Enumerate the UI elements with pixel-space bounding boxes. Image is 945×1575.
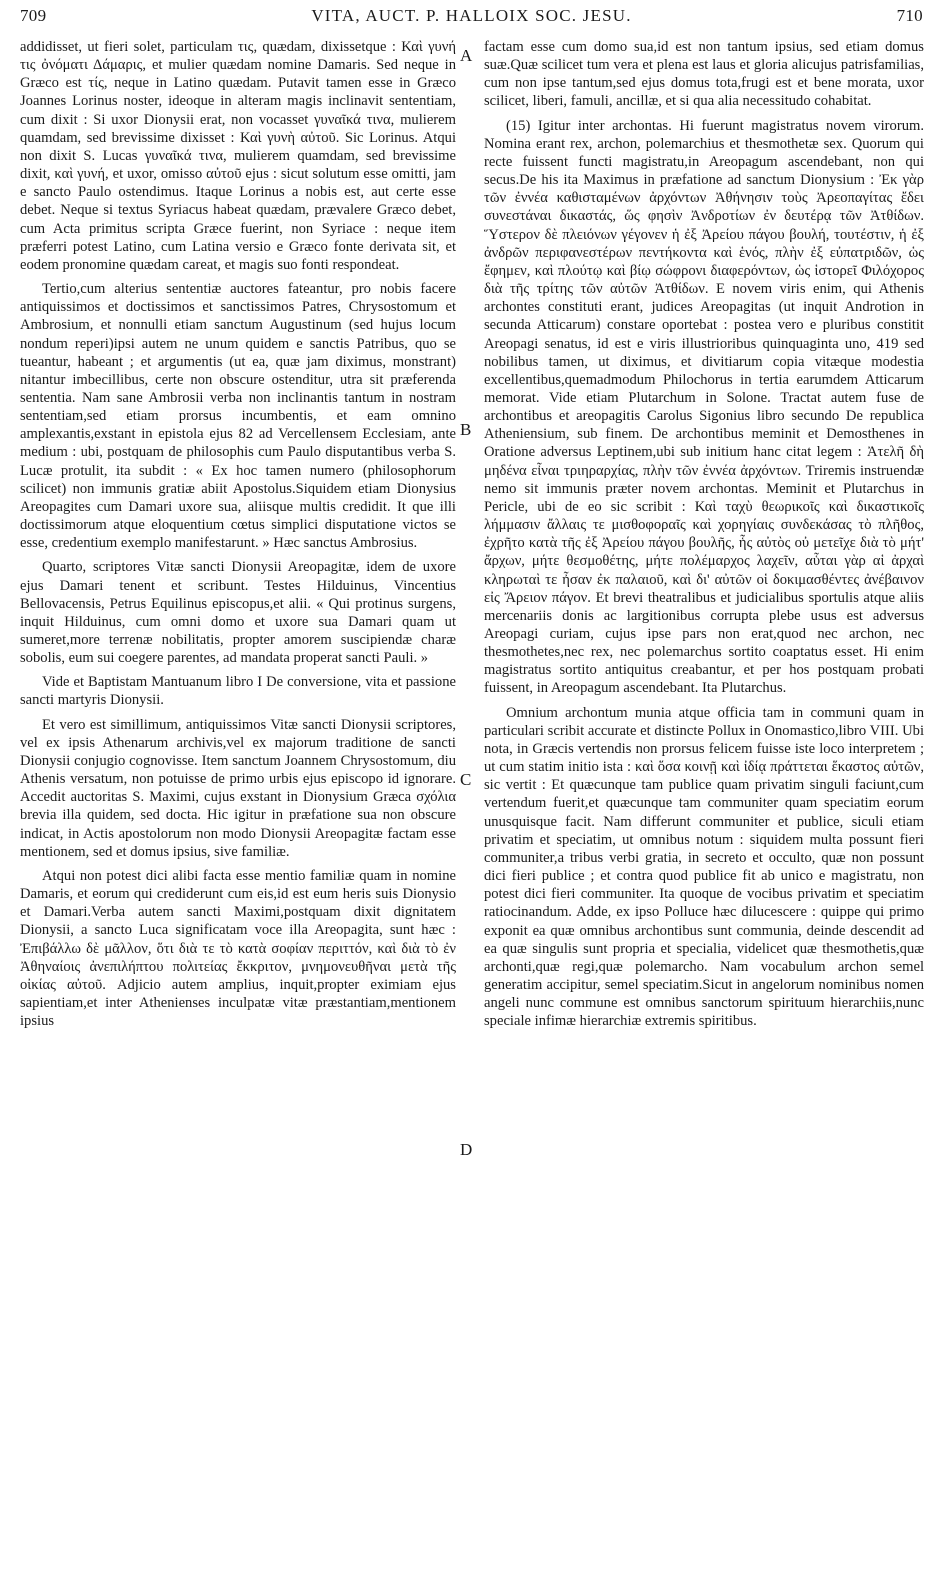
paragraph: factam esse cum domo sua,id est non tantum ipsius, sed etiam domus suæ.Quæ scilicet tum vera et plena est laus et gloria alicujus patrisfamilias, cum non ipse tantum,sed ejus domus tota,frugi est et bene morata, uxor scilicet, liberi, famuli, ancillæ, et si qua alia necessitudo cohabitat. xyxy=(484,39,924,110)
margin-marker-c: C xyxy=(460,770,472,789)
left-page-number: 709 xyxy=(20,6,47,25)
paragraph: Omnium archontum munia atque officia tam in communi quam in particulari scribit accurate et distincte Pollux in Onomastico,libro VIII. Ubi nota, in Græcis vertendis non prorsus felicem fuisse iste loco interpretem ; ut cum statim initio ista : καὶ ὅσα κοινῇ καὶ ἰδίᾳ πράττεται ἕκαστος αὐτῶν, sic vertit : Et quæcunque tam publice quam privatim singuli faciunt,cum vertendum fuerit,et quæcunque tam communiter quam speciatim eorum unusquisque facit. Nam differunt communiter et publice, siculi etiam privatim et speciatim, ut omnibus notum : siquidem multa possunt fieri communiter,a tribus verbi gratia, in secreto et occulto, quæ non possunt dici fieri publice ; et contra quod publice fit ab unico e magistratu, non potest dici fieri communiter. Ita quoque de vocibus privatim et speciatim ratiocinandum. Adde, ex ipso Polluce hæc dilucescere : quippe qui primo exponit ea quæ omnibus archontibus sunt communia, deinde descendit ad ea quæ singulis sunt propria et specialia, videlicet quæ thesmothetis,quæ archonti,quæ regi,quæ polemarcho. Nam vocabulum archon semel generatim accipitur, semel speciatim.Sicut in angelorum nominibus nomen angeli nunc commune est omnibus sanctorum spirituum hierarchiis,nunc speciale infimæ hierarchiæ extremis spiritibus. xyxy=(484,704,924,1030)
right-column xyxy=(484,38,924,1030)
paragraph: Et vero est simillimum, antiquissimos Vitæ sancti Dionysii scriptores, vel ex ipsis Athenarum archivis,vel ex majorum traditione de sancti Dionysii conjugio cognovisse. Item sanctum Joannem Chrysostomum, diu Athenis versatum, non potuisse de primo urbis ejus episcopo id ignorare. Accedit auctoritas S. Maximi, cujus exstant in Dionysium Græca σχόλια brevia illa quidem, sed docta. Hic igitur in præfatione sua non obscure indicat, in Actis apostolorum non modo Dionysii Areopagitæ factam esse mentionem, sed et domus ipsius, sive familiæ. xyxy=(20,716,456,860)
margin-marker-b: B xyxy=(460,420,472,439)
left-column xyxy=(20,38,456,1030)
paragraph: (15) Igitur inter archontas. Hi fuerunt magistratus novem virorum. Nomina erant rex, archon, polemarchius et thesmothetæ sex. Quorum qui recte fuissent functi magistratu,in Areopagum ascendebant, non qui secus.De his ita Maximus in præfatione ad sanctum Dionysium : Ἐκ γὰρ τῶν ἐννέα καθισταμένων ἀρχόντων Ἀθήνησιν τοὺς Ἀρεοπαγίτας ἔδει συνεστάναι δικαστάς, ὥς φησὶν Ἀνδροτίων ἐν δευτέρᾳ τῶν Ἀτθίδων. Ὕστερον δὲ πλειόνων γέγονεν ἡ ἐξ Ἀρείου πάγου βουλή, τουτέστιν, ἡ ἐξ ἀνδρῶν περιφανεστέρων πεντήκοντα καὶ ἑνός, πλὴν ἐξ εὐπατριδῶν, ὡς ἔφημεν, καὶ πλούτῳ καὶ βίῳ σώφρονι διαφερόντων, ὡς ἱστορεῖ Φιλόχορος διὰ τῆς τρίτης τῶν αὐτῶν Ἀτθίδων. E novem viris enim, qui Athenis archontes constituti erant, judices Areopagitas (ut inquit Androtion in secunda Atticarum) constare oportebat : postea vero e pluribus constitit Areopagi senatus, id est e viris illustrioribus quinquaginta uno, 419 sed nobilibus tamen, ut diximus, et divitiarum copia vitæque modestia excellentibus,quemadmodum Philochorus in tertia earumdem Atticarum memorat. Vide etiam Plutarchum in Solone. Tractat autem fuse de archontibus et areopagitis Carolus Sigonius libro secundo De republica Atheniensium, sub finem. De archontibus meminit et Demosthenes in Oratione adversus Leptinem,ubi sub initium hanc citat legem : Ἀτελῆ δὴ μηδένα εἶναι τριηραρχίας, πλὴν τῶν ἐννέα ἀρχόντων. Triremis instruendæ nemo sit immunis præter novem archontas. Meminit et Plutarchus in Pericle, ubi de eo sic scribit : Καὶ ταχὺ θεωρικοῖς καὶ δικαστικοῖς λήμμασιν ἄλλαις τε μισθοφοραῖς καὶ χορηγίαις συνδεκάσας τὸ πλῆθος, ἐχρῆτο κατὰ τῆς ἐξ Ἀρείου πάγου βουλῆς, ἧς αὐτὸς οὐ μετεῖχε διὰ τὸ μήτ' ἄρχων, μήτε θεσμοθέτης, μήτε πολέμαρχος λαχεῖν, αὗται γὰρ αἱ ἀρχαὶ κληρωταὶ τε ἦσαν ἐκ παλαιοῦ, καὶ δι' αὐτῶν οἱ δοκιμασθέντες ἀνέβαινον εἰς Ἄρειον πάγον. Et brevi theatralibus et judicialibus sportulis atque aliis mercenariis donis ac largitionibus corrupta plebe usus est adversus Areopagi curiam, cujus ipse pars non erat,quod nec archon, nec thesmothetes,nec rex, nec polemarchus sortito coaptatus esset. Hi enim magistratus sortito antiquitus creabantur, et per hos postquam probati fuissent, in Areopagum ascendebant. Ita Plutarchus. xyxy=(484,117,924,697)
paragraph: Atqui non potest dici alibi facta esse mentio familiæ quam in nomine Damaris, et eorum qui crediderunt cum eis,id est eum heris suis Dionysio et Damari.Verba autem sancti Maximi,postquam dixit dignitatem Dionysii, a sancto Luca significatam voce illa Areopagita, sunt hæc : Ἐπιβάλλω δὲ μᾶλλον, ὅτι διὰ τε τὸ κατὰ σοφίαν περιττόν, καὶ διὰ τὸ ἐν Ἀθηναίοις ἀνεπιλήπτου πολιτείας ἔκκριτον, μνημονευθῆναι μετὰ τῆς οἰκίας αὐτοῦ. Adjicio autem amplius, inquit,propter eximiam ejus sapientiam,et inter Athenienses inculpatæ vitæ præstantiam,mentionem ipsius xyxy=(20,867,456,1030)
paragraph: addidisset, ut fieri solet, particulam τις, quædam, dixissetque : Καὶ γυνή τις ὀνόματι Δάμαρις, et mulier quædam nomine Damaris. Sed neque in Græco est τίς, neque in Latino quædam. Putavit tamen esse in Græco Joannes Lorinus noster, ideoque in alteram magis inclinavit sententiam, cum dixit : Si uxor Dionysii erat, non vocasset γυναῖκά τινα, mulierem quamdam, sed brevissime dixisset : Καὶ γυνὴ αὐτοῦ. Sic Lorinus. Atqui non dixit S. Lucas γυναῖκά τινα, mulierem quamdam, sed brevissime dixit, καὶ γυνή, et uxor, omisso αὐτοῦ ejus : sicut solutum esse omitti, jam e sancto Paulo ostendimus. Itaque Lorinus a nobis est, aut certe esse debet. Neque si textus Syriacus habeat quædam, prævalere Græco debet, cum Acta primitus scripta Græce fuerint, non Syriace : neque item præferri potest Latino, cum Latina versio e Græco fonte derivata sit, et eodem pronomine quædam careat, et magis suo fonti respondeat. xyxy=(20,39,456,273)
right-page-number: 710 xyxy=(896,6,923,25)
paragraph: Tertio,cum alterius sententiæ auctores fateantur, pro nobis facere antiquissimos et doctissimos et sanctissimos Patres, Chrysostomum et Ambrosium, et nonnulli etiam sanctum Augustinum (sed hujus locum nondum reperi)ipsi autem ne unum quidem e sanctis Patribus, quo se tueantur, habeant ; et argumentis (ut ea, quæ jam diximus, monstrant) nitantur imbecillibus, certe non obscure ostenditur, utra sit præferenda sententia. Nam sane Ambrosii verba non inclinantis tantum in nostram sententiam,sed etiam prorsus incumbentis, et eam omnino amplexantis,exstant in epistola ejus 82 ad Vercellensem Ecclesiam, ante medium : ubi, postquam de philosophis cum Paulo disputantibus verba S. Lucæ protulit, ita subdit : « Ex hoc tamen numero (philosophorum scilicet) non immunis gratiæ abiit Apostolus.Siquidem etiam Dionysius Areopagites cum Damari uxore sua, aliisque multis credidit. It que illi doctissimorum atque eloquentium cœtus simplici disputatione victos se esse, credentium exemplo manifestarunt. » Hæc sanctus Ambrosius. xyxy=(20,281,456,552)
running-header xyxy=(20,6,923,32)
running-title: VITA, AUCT. P. HALLOIX SOC. JESU. xyxy=(311,6,632,25)
paragraph: Vide et Baptistam Mantuanum libro I De conversione, vita et passione sancti martyris Dionysii. xyxy=(20,674,456,709)
margin-marker-a: A xyxy=(460,46,473,65)
margin-marker-d: D xyxy=(460,1140,473,1159)
paragraph: Quarto, scriptores Vitæ sancti Dionysii Areopagitæ, idem de uxore ejus Damari tenent et scribunt. Testes Hilduinus, Vincentius Bellovacensis, Petrus Equilinus episcopus,et alii. « Qui protinus surgens, inquit Hilduinus, cum omni domo et uxore sua Damari quam ut sumeret,more terrenæ nobilitatis, propter amorem suscipiendæ charæ sobolis, eum sui coegere parentes, ad mandata properat sancti Pauli. » xyxy=(20,559,456,667)
